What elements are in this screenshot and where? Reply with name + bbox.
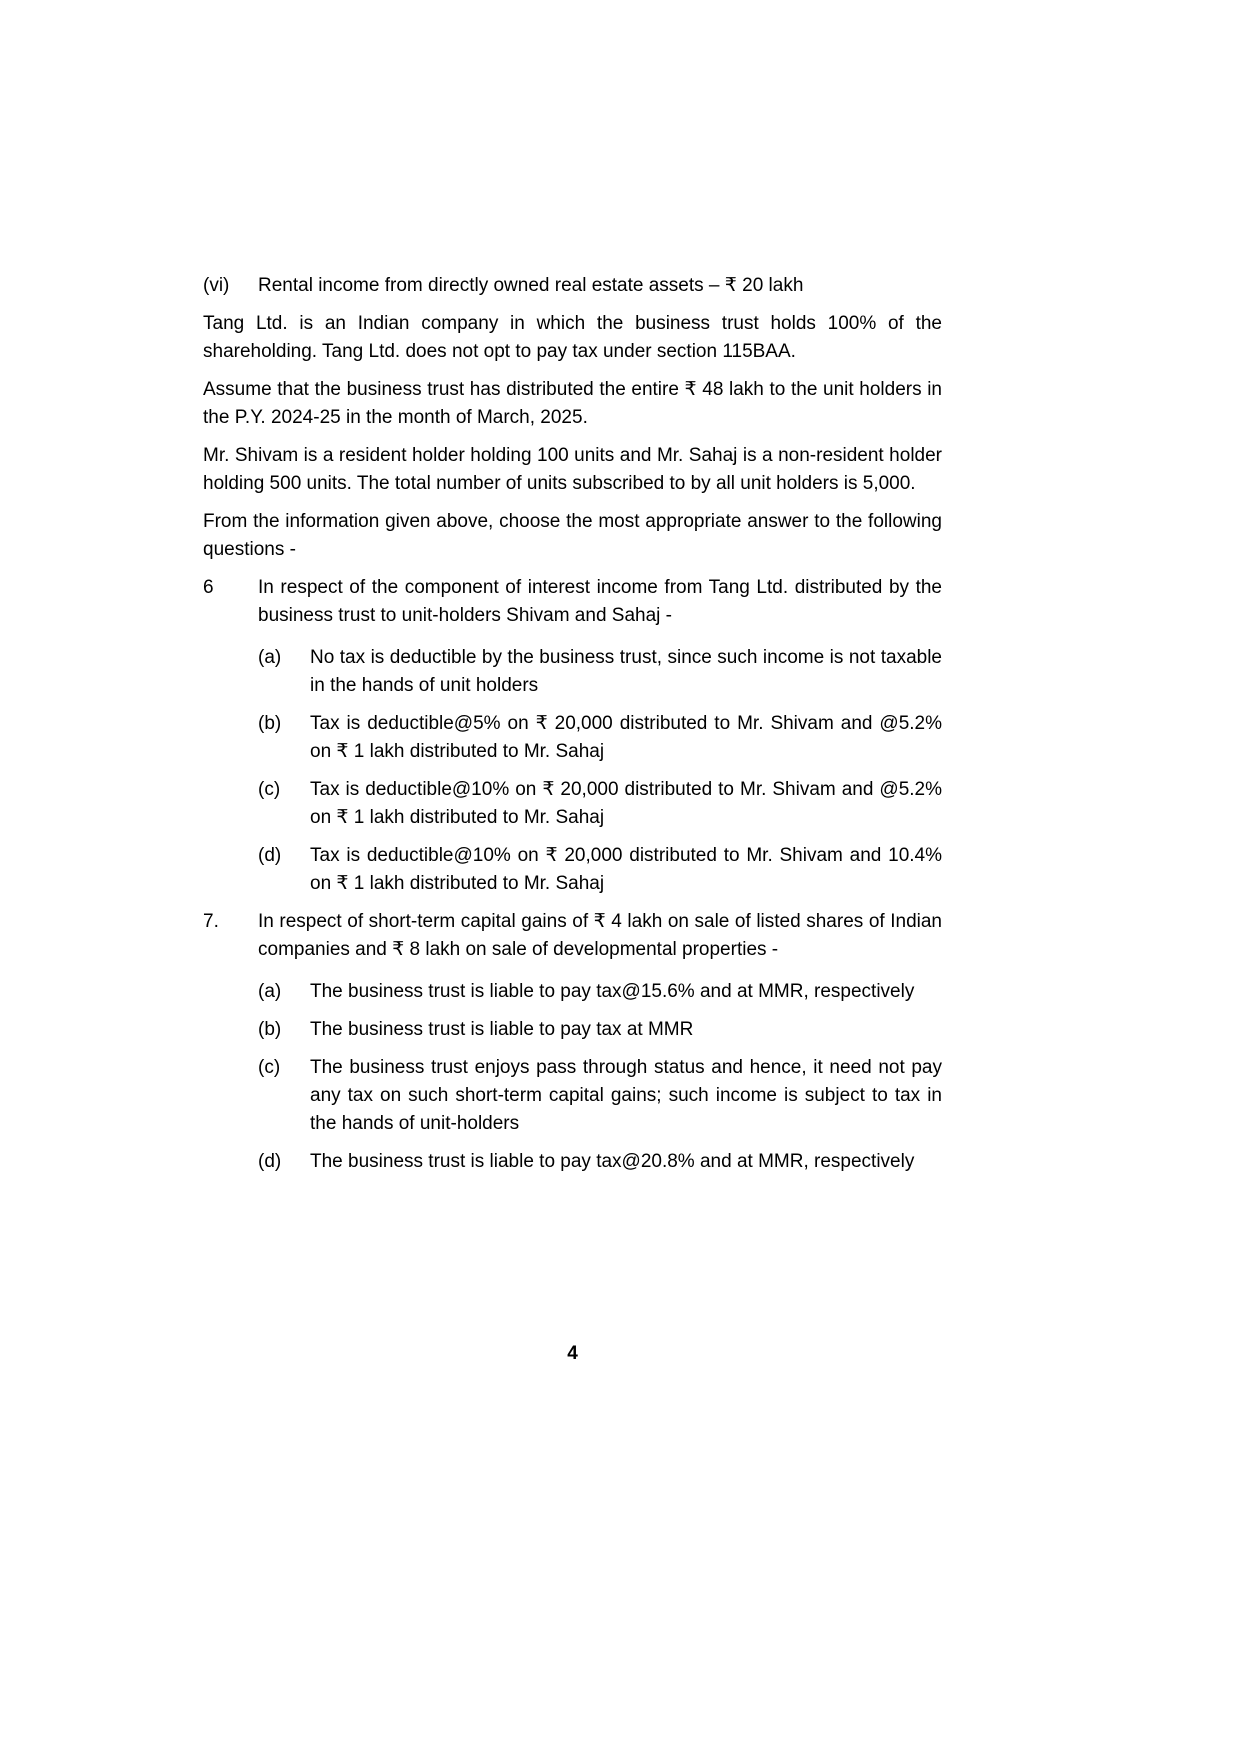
- question-7-options: [203, 978, 942, 1176]
- option-text: The business trust enjoys pass through status and hence, it need not pay any tax on such short-term capital gains; such income is subject to tax in the hands of unit-holders: [310, 1057, 942, 1134]
- question-6-number: 6: [203, 577, 214, 598]
- question-7-stem: In respect of short-term capital gains of ₹ 4 lakh on sale of listed shares of Indian companies and ₹ 8 lakh on sale of developmental properties -: [258, 911, 942, 960]
- option-label: (a): [258, 647, 282, 668]
- document-body: [203, 272, 942, 1186]
- option-label: (b): [258, 713, 282, 734]
- option-label: (d): [258, 1151, 282, 1172]
- question-7-option-b: [258, 1016, 942, 1044]
- question-6-option-b: [258, 710, 942, 766]
- option-text: Tax is deductible@5% on ₹ 20,000 distributed to Mr. Shivam and @5.2% on ₹ 1 lakh distributed to Mr. Sahaj: [310, 713, 942, 762]
- question-7-number: 7.: [203, 911, 219, 932]
- option-label: (c): [258, 779, 281, 800]
- list-item-vi: [203, 272, 942, 300]
- question-6-stem-row: [203, 574, 942, 630]
- list-item-vi-text: Rental income from directly owned real estate assets – ₹ 20 lakh: [258, 275, 804, 296]
- paragraph-tang-ltd: Tang Ltd. is an Indian company in which the business trust holds 100% of the shareholding. Tang Ltd. does not opt to pay tax under section 115BAA.: [203, 313, 942, 362]
- option-label: (b): [258, 1019, 282, 1040]
- option-text: The business trust is liable to pay tax@20.8% and at MMR, respectively: [310, 1151, 915, 1172]
- question-7: [203, 908, 942, 1176]
- option-text: Tax is deductible@10% on ₹ 20,000 distributed to Mr. Shivam and @5.2% on ₹ 1 lakh distributed to Mr. Sahaj: [310, 779, 942, 828]
- question-7-stem-row: [203, 908, 942, 964]
- option-label: (a): [258, 981, 282, 1002]
- option-label: (c): [258, 1057, 281, 1078]
- option-text: The business trust is liable to pay tax at MMR: [310, 1019, 694, 1040]
- option-label: (d): [258, 845, 282, 866]
- paragraph-assume-distribution: Assume that the business trust has distributed the entire ₹ 48 lakh to the unit holders in the P.Y. 2024-25 in the month of March, 2025.: [203, 379, 942, 428]
- option-text: The business trust is liable to pay tax@15.6% and at MMR, respectively: [310, 981, 915, 1002]
- page-number: 4: [567, 1343, 578, 1364]
- question-6-option-c: [258, 776, 942, 832]
- option-text: No tax is deductible by the business trust, since such income is not taxable in the hands of unit holders: [310, 647, 942, 696]
- paragraph-instruction: From the information given above, choose the most appropriate answer to the following questions -: [203, 511, 942, 560]
- question-7-option-a: [258, 978, 942, 1006]
- list-item-vi-label: (vi): [203, 275, 230, 296]
- question-6-options: [203, 644, 942, 898]
- question-7-option-d: [258, 1148, 942, 1176]
- question-6-option-a: [258, 644, 942, 700]
- question-7-option-c: [258, 1054, 942, 1138]
- question-6-stem: In respect of the component of interest income from Tang Ltd. distributed by the business trust to unit-holders Shivam and Sahaj -: [258, 577, 942, 626]
- paragraph-unit-holders: Mr. Shivam is a resident holder holding 100 units and Mr. Sahaj is a non-resident holder holding 500 units. The total number of units subscribed to by all unit holders is 5,000.: [203, 445, 942, 494]
- option-text: Tax is deductible@10% on ₹ 20,000 distributed to Mr. Shivam and 10.4% on ₹ 1 lakh distributed to Mr. Sahaj: [310, 845, 942, 894]
- question-6-option-d: [258, 842, 942, 898]
- question-6: [203, 574, 942, 898]
